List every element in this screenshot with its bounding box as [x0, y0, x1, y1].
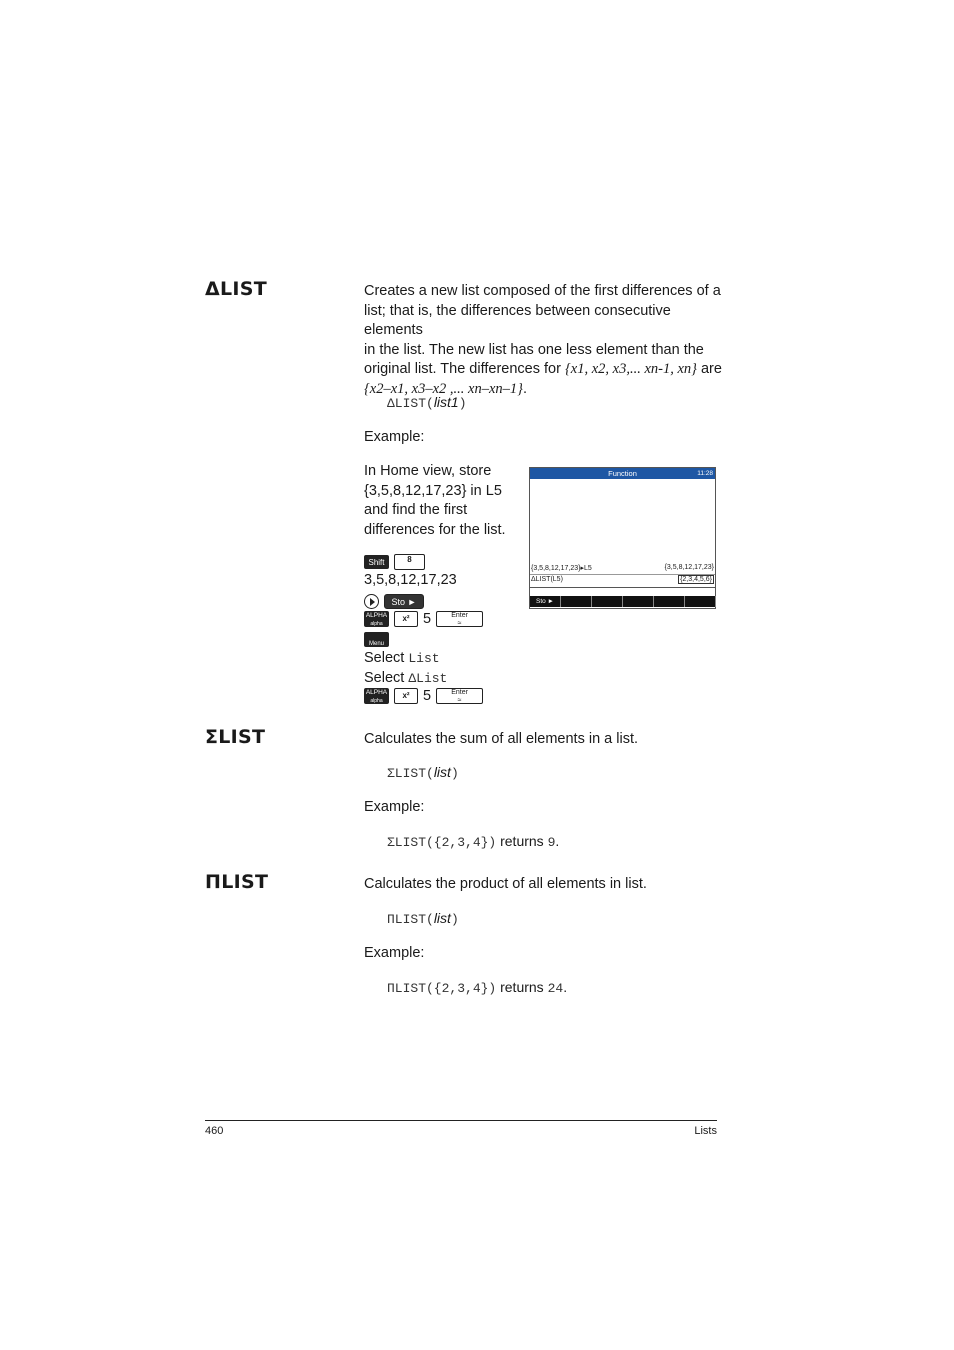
sigma-example-label: Example:	[364, 799, 425, 815]
screen-softkey[interactable]	[685, 596, 716, 607]
sigma-example: ΣLIST({2,3,4}) returns 9.	[387, 833, 560, 850]
x-squared-key[interactable]: x²	[394, 611, 418, 627]
alpha-key[interactable]: ALPHA alpha	[365, 612, 388, 627]
entry-text: 3,5,8,12,17,23	[364, 572, 457, 588]
sigma-description: Calculates the sum of all elements in a list.	[364, 731, 639, 747]
keyrow-menu	[364, 630, 389, 648]
sigma-syntax: ΣLIST(list)	[387, 764, 459, 781]
pi-syntax: ΠLIST(list)	[387, 910, 459, 927]
sto-softkey[interactable]: Sto ►	[384, 594, 424, 609]
delta-example-label: Example:	[364, 429, 425, 445]
menu-item-delta-list: ΔList	[408, 671, 448, 686]
delta-example-text: In Home view, store {3,5,8,12,17,23} in L5 and find the first differences for the list.	[364, 463, 506, 538]
keyrow-shift-8	[364, 553, 425, 571]
entry-line	[530, 587, 715, 588]
screen-softkey[interactable]	[654, 596, 685, 607]
history-output-1: {3,5,8,12,17,23}	[664, 564, 714, 571]
select-list-line: Select List	[364, 650, 440, 666]
desc-line: in the list. The new list has one less element than the	[364, 341, 704, 358]
digit-five: 5	[423, 688, 432, 704]
delta-syntax: ΔLIST(list1)	[387, 394, 467, 411]
keyrow-right-sto	[364, 592, 424, 610]
chapter-name: Lists	[694, 1125, 717, 1137]
calculator-screen	[529, 467, 716, 609]
history-input-2: ΔLIST(L5)	[531, 576, 563, 583]
digit-five: 5	[423, 611, 432, 627]
desc-line: {x2–x1, x3–x2 ,... xn–xn–1}.	[364, 380, 527, 397]
screen-softkey[interactable]	[561, 596, 592, 607]
pi-description: Calculates the product of all elements in list.	[364, 876, 647, 892]
delta-description	[364, 282, 724, 399]
heading-delta-list: ΔLIST	[205, 278, 268, 300]
enter-key[interactable]: Enter ≈	[436, 688, 483, 704]
history-input-1: {3,5,8,12,17,23}▸L5	[531, 565, 592, 572]
page-number: 460	[205, 1125, 224, 1137]
keyrow-alpha-x2-5-enter-2	[364, 687, 483, 705]
footer-rule	[205, 1120, 717, 1121]
screen-softkey-sto[interactable]: Sto ►	[530, 596, 561, 607]
menu-key-icon[interactable]: Menu	[364, 632, 389, 647]
shift-key[interactable]: Shift	[364, 555, 389, 569]
eight-key[interactable]: 8	[394, 554, 425, 570]
heading-sigma-list: ΣLIST	[205, 726, 266, 748]
screen-softkey[interactable]	[623, 596, 654, 607]
pi-example-label: Example:	[364, 945, 425, 961]
screen-softkey[interactable]	[592, 596, 623, 607]
desc-line: original list. The differences for {x1, x2, x3,... xn-1, xn} are	[364, 361, 722, 377]
desc-line: list; that is, the differences between consecutive elements	[364, 302, 671, 338]
enter-key[interactable]: Enter ≈	[436, 611, 483, 627]
math-expression: {x2–x1, x3–x2 ,... xn–xn–1}	[364, 380, 523, 397]
right-arrow-key-icon[interactable]	[364, 594, 379, 609]
keyrow-alpha-x2-5-enter	[364, 610, 483, 628]
select-delta-list-line: Select ΔList	[364, 670, 448, 686]
pi-example: ΠLIST({2,3,4}) returns 24.	[387, 979, 568, 996]
math-expression: {x1, x2, x3,... xn-1, xn}	[564, 361, 697, 377]
alpha-key[interactable]: ALPHA alpha	[365, 689, 388, 704]
heading-pi-list: ΠLIST	[205, 871, 269, 893]
screen-time: 11:28	[697, 470, 713, 477]
desc-line: Creates a new list composed of the first differences of a	[364, 283, 721, 299]
screen-title: Function	[608, 469, 637, 478]
x-squared-key[interactable]: x²	[394, 688, 418, 704]
menu-item-list: List	[408, 651, 440, 666]
history-output-2: {2,3,4,5,6}	[680, 576, 712, 583]
screen-title-bar	[530, 468, 715, 479]
